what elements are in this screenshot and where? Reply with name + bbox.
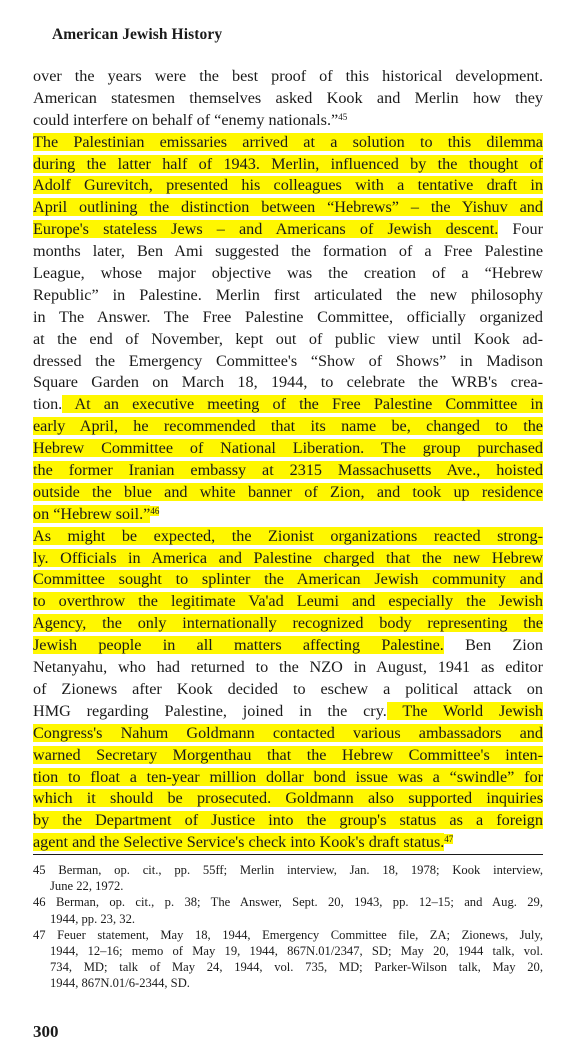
body-line-text: of Zionews after Kook decided to eschew a political attack on (33, 679, 543, 698)
footnote-marker: 46 (150, 505, 160, 516)
body-line (33, 569, 543, 591)
footnote-marker: 47 (444, 834, 454, 845)
body-line (33, 132, 543, 154)
body-line-text: League, whose major objective was the creation of a “Hebrew (33, 264, 543, 283)
body-line-text: Agency, the only internationally recognized body representing the (33, 614, 543, 633)
body-line-text: outside the blue and white banner of Zion, and took up residence (33, 482, 543, 501)
body-line (33, 745, 543, 767)
body-line-text: on “Hebrew soil.” (33, 504, 151, 523)
body-line-text: by the Department of Justice into the group's status as a foreign (33, 811, 543, 830)
body-line (33, 613, 543, 635)
body-line-text: HMG regarding Palestine, joined in the cry. (33, 701, 387, 720)
footnote-line: 1944, pp. 23, 32. (50, 911, 136, 926)
body-line (33, 482, 543, 504)
body-line (33, 723, 543, 745)
body-line-text: tion. (33, 395, 63, 414)
footnote-line: 734, MD; talk of May 24, 1944, vol. 735, MD; Parker-Wilson talk, May 20, (50, 960, 543, 975)
page-number: 300 (33, 1022, 59, 1041)
body-line-text: Adolf Gurevitch, presented his colleagues with a tentative draft in (33, 176, 543, 195)
body-line (33, 416, 543, 438)
body-line (33, 394, 543, 416)
body-line-tail: Ben Zion (443, 636, 543, 655)
body-line-tail: Four (498, 220, 543, 239)
body-line (33, 66, 543, 88)
body-line (33, 263, 543, 285)
body-line (33, 788, 543, 810)
footnote-line: 1944, 867N.01/6-2344, SD. (50, 976, 190, 991)
body-line (33, 175, 543, 197)
body-line (33, 241, 543, 263)
body-line-text: Square Garden on March 18, 1944, to celebrate the WRB's crea- (33, 373, 543, 392)
body-line-text: Committee sought to splinter the American Jewish community and (33, 570, 543, 589)
body-line-text: American statesmen themselves asked Kook and Merlin how they (33, 88, 543, 107)
body-line-text: in The Answer. The Free Palestine Committee, officially organized (33, 307, 543, 326)
body-line-text: Congress's Nahum Goldmann contacted various ambassadors and (33, 723, 543, 742)
footnote-line: June 22, 1972. (50, 879, 124, 894)
footnote-line: 47 Feuer statement, May 18, 1944, Emergency Committee file, ZA; Zionews, July, (33, 927, 543, 942)
body-line (33, 548, 543, 570)
body-line-text: dressed the Emergency Committee's “Show of Shows” in Madison (33, 351, 543, 370)
body-line (33, 679, 543, 701)
body-line-text: Jewish people in all matters affecting Palestine. (33, 636, 444, 655)
body-line (33, 351, 543, 373)
body-line-text: over the years were the best proof of this historical development. (33, 67, 543, 85)
body-line-tail-highlight: The World Jewish (386, 701, 544, 720)
body-line-text: As might be expected, the Zionist organizations reacted strong- (33, 526, 543, 545)
body-line-text: ly. Officials in America and Palestine charged that the new Hebrew (33, 548, 543, 567)
body-line (33, 372, 543, 394)
body-line-text: at the end of November, kept out of public view until Kook ad- (33, 329, 543, 348)
body-line-text: the former Iranian embassy at 2315 Massachusetts Ave., hoisted (33, 461, 543, 480)
body-line-text: Europe's stateless Jews – and Americans of Jewish descent. (33, 220, 499, 239)
footnote-line: 1944, 12–16; memo of May 19, 1944, 867N.01/2347, SD; May 20, 1944 talk, vol. (50, 943, 543, 958)
body-line (33, 701, 543, 723)
body-line (33, 285, 543, 307)
body-line (33, 810, 543, 832)
footnote-marker: 45 (338, 111, 348, 122)
footnote-line: 45 Berman, op. cit., pp. 55ff; Merlin interview, Jan. 18, 1978; Kook interview, (33, 863, 543, 877)
body-line (33, 438, 543, 460)
body-line-text: to overthrow the legitimate Va'ad Leumi and especially the Jewish (33, 592, 543, 611)
body-line-text: Hebrew Committee of National Liberation. The group purchased (33, 439, 543, 458)
body-line-text: months later, Ben Ami suggested the formation of a Free Palestine (33, 242, 543, 261)
body-line (33, 154, 543, 176)
body-line (33, 657, 543, 679)
body-line-text: April outlining the distinction between “Hebrews” – the Yishuv and (33, 198, 543, 217)
footnote-line: 46 Berman, op. cit., p. 38; The Answer, Sept. 20, 1943, pp. 12–15; and Aug. 29, (33, 895, 543, 910)
body-line-text: early April, he recommended that its name be, changed to the (33, 417, 543, 436)
body-line (33, 307, 543, 329)
body-line (33, 526, 543, 548)
body-line-tail-highlight: At an executive meeting of the Free Palestine Committee in (62, 395, 543, 414)
footnote-rule (33, 854, 543, 855)
body-line (33, 197, 543, 219)
body-line-text: Republic” in Palestine. Merlin first articulated the new philosophy (33, 285, 543, 304)
body-line (33, 219, 543, 241)
body-line (33, 635, 543, 657)
footnotes (33, 862, 543, 992)
body-line (33, 591, 543, 613)
body-line-text: could interfere on behalf of “enemy nationals.” (33, 110, 339, 129)
body-line (33, 832, 543, 854)
body-line-text: which it should be prosecuted. Goldmann also supported inquiries (33, 789, 543, 808)
body-line-text: warned Secretary Morgenthau that the Hebrew Committee's inten- (33, 745, 543, 764)
body-line-text: during the latter half of 1943. Merlin, influenced by the thought of (33, 154, 543, 173)
body-line (33, 329, 543, 351)
body-line-text: tion to float a ten-year million dollar bond issue was a “swindle” for (33, 767, 543, 786)
body-line (33, 767, 543, 789)
body-line-text: agent and the Selective Service's check into Kook's draft status. (33, 833, 445, 852)
body-line-text: The Palestinian emissaries arrived at a solution to this dilemma (33, 132, 543, 151)
body-line-text: Netanyahu, who had returned to the NZO in August, 1941 as editor (33, 658, 543, 677)
running-head: American Jewish History (52, 26, 223, 43)
body-line (33, 88, 543, 110)
body-text (33, 66, 543, 854)
body-line (33, 460, 543, 482)
body-line (33, 110, 543, 132)
body-line (33, 504, 543, 526)
